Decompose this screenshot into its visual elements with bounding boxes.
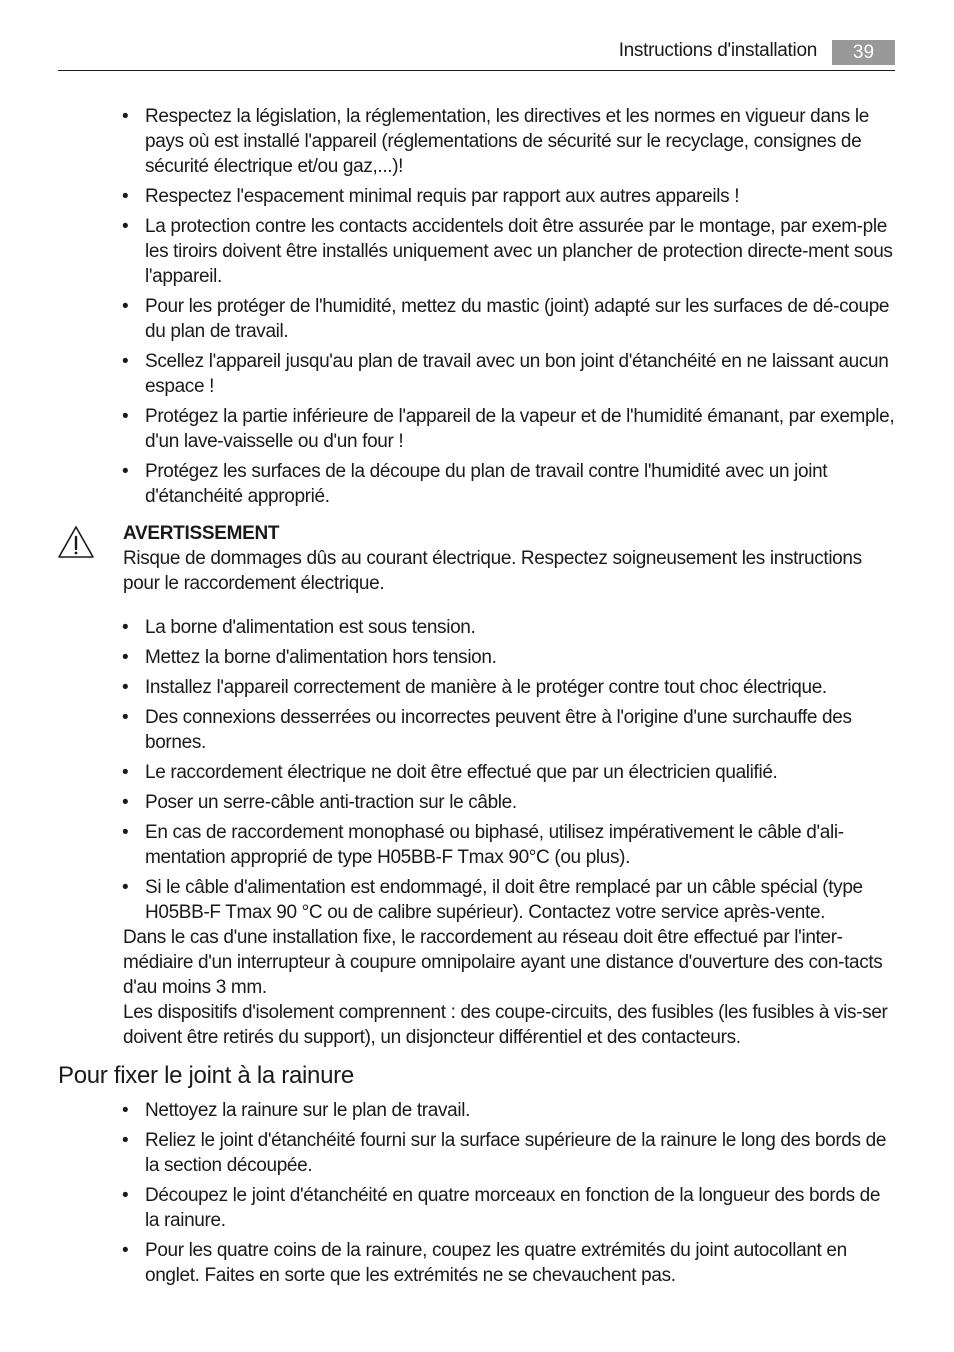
list-item: • Protégez la partie inférieure de l'appareil de la vapeur et de l'humidité émanant, par exemple, d'un lave-vaisselle ou d'un four !: [122, 406, 895, 452]
list-item: • Découpez le joint d'étanchéité en quatre morceaux en fonction de la longueur des bords de la rainure.: [122, 1185, 881, 1231]
electrical-list: [0, 615, 954, 925]
bullet-icon: •: [122, 1130, 129, 1151]
running-header-title: Instructions d'installation: [618, 40, 817, 61]
bullet-icon: •: [122, 216, 129, 237]
list-item: • Si le câble d'alimentation est endommagé, il doit être remplacé par un câble spécial (type H05BB-F Tmax 90 °C ou de calibre supérieur). Contactez votre service après-vente.: [122, 877, 863, 923]
list-item: • Pour les protéger de l'humidité, mettez du mastic (joint) adapté sur les surfaces de dé-coupe du plan de travail.: [122, 296, 890, 342]
section-heading: Pour fixer le joint à la rainure: [58, 1062, 354, 1089]
list-item: • Nettoyez la rainure sur le plan de travail.: [122, 1100, 471, 1121]
list-item: • Protégez les surfaces de la découpe du plan de travail contre l'humidité avec un joint d'étanchéité approprié.: [122, 461, 828, 507]
list-item: • Scellez l'appareil jusqu'au plan de travail avec un bon joint d'étanchéité en ne laissant aucun espace !: [122, 351, 889, 397]
bullet-icon: •: [122, 1100, 129, 1121]
list-item: • Reliez le joint d'étanchéité fourni sur la surface supérieure de la rainure le long des bords de la section découpée.: [122, 1130, 887, 1176]
bullet-icon: •: [122, 822, 129, 843]
warning-triangle-icon: [56, 524, 96, 560]
isolation-devices-paragraph: Les dispositifs d'isolement comprennent : des coupe-circuits, des fusibles (les fusibles à vis-ser doivent être retirés du support), un disjoncteur différentiel et des contacteurs.: [123, 1002, 888, 1048]
safety-list: [0, 104, 954, 514]
bullet-icon: •: [122, 877, 129, 898]
list-item: • Installez l'appareil correctement de manière à le protéger contre tout choc électrique.: [122, 677, 827, 698]
bullet-icon: •: [122, 461, 129, 482]
list-item: • Pour les quatre coins de la rainure, coupez les quatre extrémités du joint autocollant en onglet. Faites en sorte que les extrémités ne se chevauchent pas.: [122, 1240, 847, 1286]
bullet-icon: •: [122, 617, 129, 638]
bullet-icon: •: [122, 677, 129, 698]
bullet-icon: •: [122, 647, 129, 668]
list-item: • Le raccordement électrique ne doit être effectué que par un électricien qualifié.: [122, 762, 778, 783]
list-item: • Respectez l'espacement minimal requis par rapport aux autres appareils !: [122, 186, 740, 207]
list-item: • Respectez la législation, la réglementation, les directives et les normes en vigueur dans le pays où est installé l'appareil (réglementations de sécurité sur le recyclage, consignes de sécurité électrique et/ou gaz,...)!: [122, 106, 869, 177]
joint-steps-list: [0, 1098, 954, 1293]
page-number-badge: 39: [832, 40, 895, 65]
list-item: • Des connexions desserrées ou incorrectes peuvent être à l'origine d'une surchauffe des bornes.: [122, 707, 852, 753]
bullet-icon: •: [122, 762, 129, 783]
bullet-icon: •: [122, 106, 129, 127]
bullet-icon: •: [122, 707, 129, 728]
bullet-icon: •: [122, 406, 129, 427]
list-item: • Poser un serre-câble anti-traction sur le câble.: [122, 792, 517, 813]
bullet-icon: •: [122, 186, 129, 207]
bullet-icon: •: [122, 1240, 129, 1261]
list-item: • La protection contre les contacts accidentels doit être assurée par le montage, par exem-ple les tiroirs doivent être installés uniquement avec un plancher de protection directe-ment sous l'appareil.: [122, 216, 893, 287]
bullet-icon: •: [122, 792, 129, 813]
list-item: • La borne d'alimentation est sous tension.: [122, 617, 476, 638]
warning-title: AVERTISSEMENT: [123, 523, 280, 544]
list-item: • En cas de raccordement monophasé ou biphasé, utilisez impérativement le câble d'ali-mentation approprié de type H05BB-F Tmax 90°C (ou plus).: [122, 822, 844, 868]
header-divider: [58, 70, 895, 71]
bullet-icon: •: [122, 1185, 129, 1206]
warning-text: Risque de dommages dûs au courant électrique. Respectez soigneusement les instructions pour le raccordement électrique.: [123, 548, 862, 594]
bullet-icon: •: [122, 351, 129, 372]
fixed-installation-paragraph: Dans le cas d'une installation fixe, le raccordement au réseau doit être effectué par l'inter-médiaire d'un interrupteur à coupure omnipolaire ayant une distance d'ouverture des con-tacts d'au moins 3 mm.: [123, 927, 883, 998]
list-item: • Mettez la borne d'alimentation hors tension.: [122, 647, 497, 668]
bullet-icon: •: [122, 296, 129, 317]
